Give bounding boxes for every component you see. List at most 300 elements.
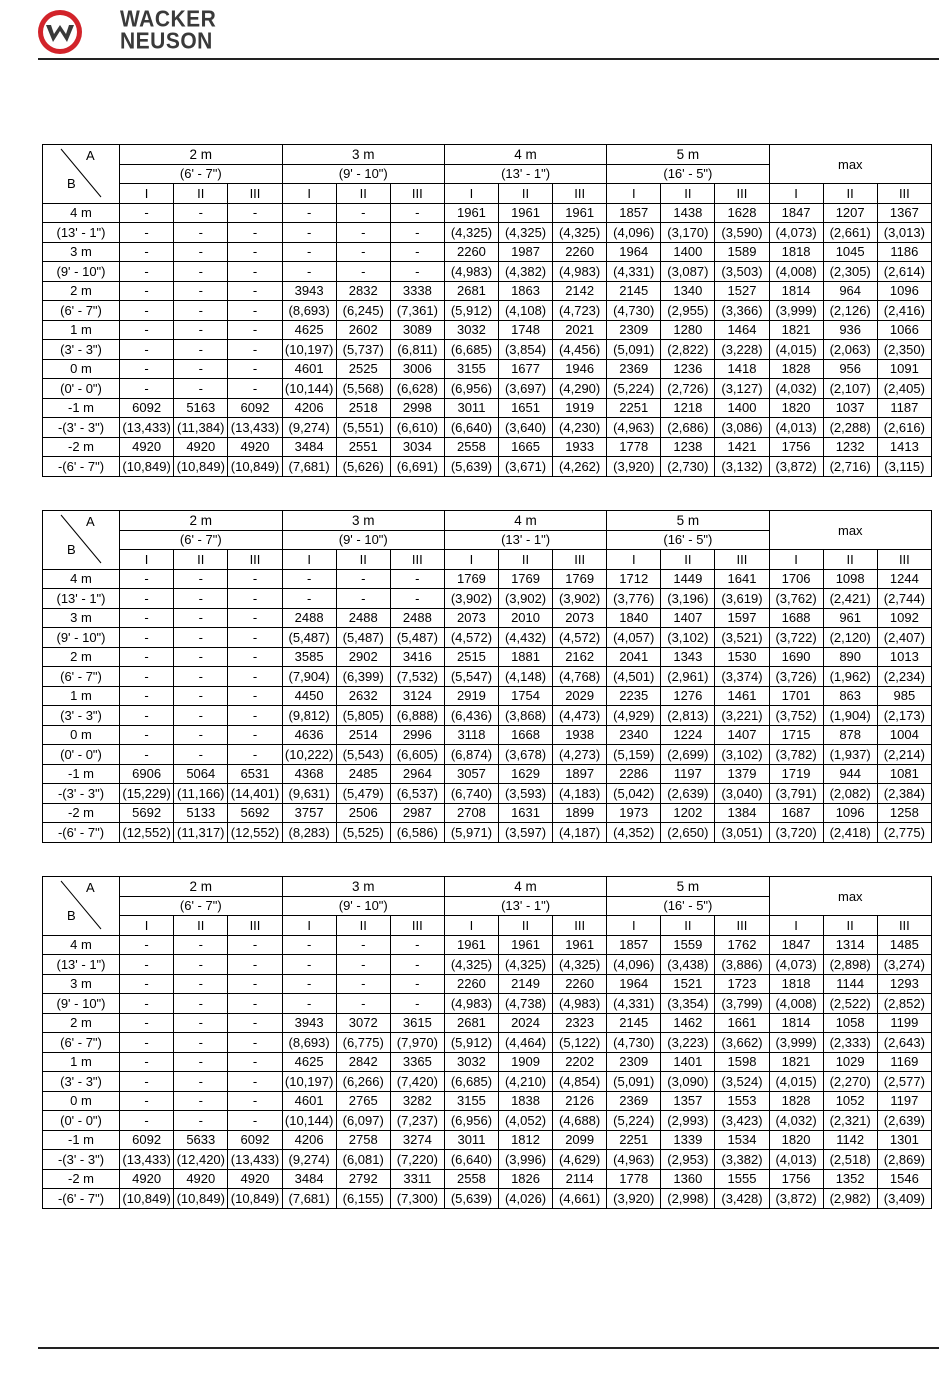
table-cell: (7,220) — [390, 1150, 444, 1170]
table-cell: (6,956) — [444, 379, 498, 399]
table-cell: 1719 — [769, 764, 823, 784]
table-cell: (3,115) — [877, 457, 931, 477]
table-cell: (3,886) — [715, 955, 769, 975]
row-label: (6' - 7") — [43, 667, 120, 687]
table-cell: - — [174, 608, 228, 628]
column-group-imperial: (16' - 5") — [607, 530, 769, 550]
table-cell: 890 — [823, 647, 877, 667]
table-cell: 5633 — [174, 1130, 228, 1150]
table-cell: 1964 — [607, 242, 661, 262]
table-cell: (6,155) — [336, 1189, 390, 1209]
footer-divider — [38, 1347, 939, 1349]
column-group-metric: 4 m — [444, 511, 606, 531]
table-cell: (2,082) — [823, 784, 877, 804]
row-label: 1 m — [43, 686, 120, 706]
row-label: -(6' - 7") — [43, 823, 120, 843]
table-row — [43, 1150, 932, 1170]
table-cell: (15,229) — [120, 784, 174, 804]
table-cell: (10,849) — [228, 1189, 282, 1209]
table-cell: 1818 — [769, 974, 823, 994]
table-cell: 1367 — [877, 203, 931, 223]
table-cell: 2145 — [607, 1013, 661, 1033]
diagonal-divider — [43, 511, 120, 568]
row-label: (9' - 10") — [43, 628, 120, 648]
table-cell: (3,868) — [499, 706, 553, 726]
table-cell: (9,631) — [282, 784, 336, 804]
table-cell: 3943 — [282, 281, 336, 301]
column-group-imperial: (13' - 1") — [444, 530, 606, 550]
table-cell: (5,525) — [336, 823, 390, 843]
table-cell: (3,127) — [715, 379, 769, 399]
table-cell: (3,791) — [769, 784, 823, 804]
table-cell: - — [282, 203, 336, 223]
table-cell: 4206 — [282, 1130, 336, 1150]
table-cell: 2987 — [390, 803, 444, 823]
table-cell: - — [120, 1033, 174, 1053]
table-cell: - — [390, 262, 444, 282]
table-cell: 4920 — [120, 437, 174, 457]
sub-column-header: II — [174, 550, 228, 570]
table-cell: (2,120) — [823, 628, 877, 648]
table-cell: 1407 — [715, 725, 769, 745]
table-cell: (7,300) — [390, 1189, 444, 1209]
table-cell: 1293 — [877, 974, 931, 994]
table-cell: 1142 — [823, 1130, 877, 1150]
table-cell: 5692 — [120, 803, 174, 823]
header-row-distance — [43, 511, 932, 531]
table-cell: (13,433) — [228, 418, 282, 438]
table-cell: 1232 — [823, 437, 877, 457]
table-cell: 2251 — [607, 398, 661, 418]
table-row — [43, 667, 932, 687]
table-cell: (3,438) — [661, 955, 715, 975]
table-cell: 2485 — [336, 764, 390, 784]
sub-column-header: II — [174, 916, 228, 936]
page-header — [0, 0, 950, 60]
column-group-metric: 3 m — [282, 877, 444, 897]
table-cell: (5,091) — [607, 1072, 661, 1092]
table-cell: - — [120, 1091, 174, 1111]
table-cell: 1029 — [823, 1052, 877, 1072]
sub-column-header: III — [390, 184, 444, 204]
table-cell: 6531 — [228, 764, 282, 784]
table-cell: (7,361) — [390, 301, 444, 321]
table-cell: (5,224) — [607, 1111, 661, 1131]
table-cell: 1778 — [607, 1169, 661, 1189]
column-group-imperial: (9' - 10") — [282, 164, 444, 184]
table-cell: (4,473) — [553, 706, 607, 726]
table-cell: 1091 — [877, 359, 931, 379]
table-cell: (4,572) — [553, 628, 607, 648]
table-cell: 1629 — [499, 764, 553, 784]
table-cell: (4,963) — [607, 418, 661, 438]
sub-column-header: I — [282, 184, 336, 204]
table-cell: (6,097) — [336, 1111, 390, 1131]
table-cell: 1187 — [877, 398, 931, 418]
row-label: (6' - 7") — [43, 301, 120, 321]
row-label: -2 m — [43, 803, 120, 823]
table-cell: - — [336, 262, 390, 282]
table-cell: - — [282, 223, 336, 243]
table-cell: - — [120, 974, 174, 994]
row-label: 0 m — [43, 1091, 120, 1111]
table-cell: (4,854) — [553, 1072, 607, 1092]
table-cell: 3585 — [282, 647, 336, 667]
table-cell: (10,144) — [282, 1111, 336, 1131]
table-cell: 1464 — [715, 320, 769, 340]
header-divider — [38, 58, 939, 60]
column-group-metric: 2 m — [120, 145, 283, 165]
table-cell: - — [120, 706, 174, 726]
table-cell: (6,685) — [444, 1072, 498, 1092]
table-cell: (4,331) — [607, 994, 661, 1014]
table-cell: 6906 — [120, 764, 174, 784]
table-cell: (6,888) — [390, 706, 444, 726]
table-cell: 944 — [823, 764, 877, 784]
table-cell: - — [228, 589, 282, 609]
table-cell: (4,013) — [769, 1150, 823, 1170]
table-cell: 2518 — [336, 398, 390, 418]
table-cell: (3,678) — [499, 745, 553, 765]
table-cell: 2681 — [444, 1013, 498, 1033]
table-cell: - — [120, 725, 174, 745]
table-cell: (3,854) — [499, 340, 553, 360]
table-cell: (6,586) — [390, 823, 444, 843]
table-cell: - — [174, 359, 228, 379]
table-cell: 1546 — [877, 1169, 931, 1189]
table-cell: - — [120, 223, 174, 243]
table-cell: 1756 — [769, 1169, 823, 1189]
table-cell: (3,671) — [499, 457, 553, 477]
table-cell: 1207 — [823, 203, 877, 223]
table-cell: (5,568) — [336, 379, 390, 399]
table-cell: 1276 — [661, 686, 715, 706]
table-cell: (2,577) — [877, 1072, 931, 1092]
table-cell: (4,983) — [553, 994, 607, 1014]
table-cell: - — [120, 935, 174, 955]
table-cell: 4450 — [282, 686, 336, 706]
column-group-imperial: (6' - 7") — [120, 164, 283, 184]
table-cell: - — [174, 725, 228, 745]
table-cell: - — [120, 569, 174, 589]
table-cell: (3,593) — [499, 784, 553, 804]
table-cell: - — [336, 569, 390, 589]
table-cell: 1748 — [499, 320, 553, 340]
sub-column-header: I — [120, 184, 174, 204]
table-cell: (1,904) — [823, 706, 877, 726]
table-row — [43, 589, 932, 609]
table-cell: 1701 — [769, 686, 823, 706]
table-cell: 3072 — [336, 1013, 390, 1033]
column-group-max: max — [769, 511, 931, 550]
table-cell: (13,433) — [228, 1150, 282, 1170]
table-cell: 1236 — [661, 359, 715, 379]
table-cell: 2792 — [336, 1169, 390, 1189]
table-cell: (2,643) — [877, 1033, 931, 1053]
table-cell: (5,551) — [336, 418, 390, 438]
row-label: (0' - 0") — [43, 1111, 120, 1131]
table-cell: (6,740) — [444, 784, 498, 804]
table-cell: (4,382) — [499, 262, 553, 282]
table-row — [43, 203, 932, 223]
table-cell: 2558 — [444, 1169, 498, 1189]
table-cell: (8,693) — [282, 1033, 336, 1053]
table-cell: 985 — [877, 686, 931, 706]
table-cell: 2515 — [444, 647, 498, 667]
table-cell: (10,197) — [282, 1072, 336, 1092]
table-cell: (6,811) — [390, 340, 444, 360]
table-cell: 4625 — [282, 1052, 336, 1072]
table-cell: - — [120, 262, 174, 282]
table-cell: (5,479) — [336, 784, 390, 804]
table-cell: 3943 — [282, 1013, 336, 1033]
row-label: 3 m — [43, 608, 120, 628]
table-cell: (6,640) — [444, 418, 498, 438]
table-cell: 1352 — [823, 1169, 877, 1189]
table-cell: - — [174, 955, 228, 975]
table-cell: 2309 — [607, 1052, 661, 1072]
table-cell: 1360 — [661, 1169, 715, 1189]
table-cell: 3118 — [444, 725, 498, 745]
table-cell: 1778 — [607, 437, 661, 457]
table-cell: (3,920) — [607, 457, 661, 477]
table-cell: 1677 — [499, 359, 553, 379]
table-cell: (4,096) — [607, 223, 661, 243]
table-cell: (3,503) — [715, 262, 769, 282]
table-cell: (3,040) — [715, 784, 769, 804]
table-cell: 1343 — [661, 647, 715, 667]
sub-column-header: I — [769, 184, 823, 204]
table-cell: (3,640) — [499, 418, 553, 438]
row-label: (9' - 10") — [43, 262, 120, 282]
table-cell: 1769 — [553, 569, 607, 589]
table-row — [43, 1072, 932, 1092]
table-cell: - — [174, 1072, 228, 1092]
table-cell: 1687 — [769, 803, 823, 823]
table-cell: 1946 — [553, 359, 607, 379]
table-cell: 1628 — [715, 203, 769, 223]
table-cell: 2919 — [444, 686, 498, 706]
table-cell: 1052 — [823, 1091, 877, 1111]
corner-label-b: B — [67, 176, 76, 191]
table-row — [43, 1189, 932, 1209]
table-cell: 4206 — [282, 398, 336, 418]
row-label: (9' - 10") — [43, 994, 120, 1014]
table-cell: (4,352) — [607, 823, 661, 843]
table-cell: (3,086) — [715, 418, 769, 438]
sub-column-header: I — [444, 550, 498, 570]
row-label: (6' - 7") — [43, 1033, 120, 1053]
table-cell: (2,350) — [877, 340, 931, 360]
table-cell: - — [174, 647, 228, 667]
table-cell: (3,013) — [877, 223, 931, 243]
row-label: -2 m — [43, 437, 120, 457]
corner-label-a: A — [86, 514, 95, 529]
table-cell: (4,983) — [553, 262, 607, 282]
table-cell: (3,228) — [715, 340, 769, 360]
table-cell: (2,775) — [877, 823, 931, 843]
table-cell: 1096 — [877, 281, 931, 301]
table-cell: - — [228, 223, 282, 243]
table-cell: - — [174, 706, 228, 726]
corner-label-a: A — [86, 880, 95, 895]
table-cell: (2,982) — [823, 1189, 877, 1209]
table-cell: - — [336, 203, 390, 223]
table-cell: (6,775) — [336, 1033, 390, 1053]
table-row — [43, 457, 932, 477]
table-cell: - — [228, 301, 282, 321]
table-cell: (10,849) — [174, 1189, 228, 1209]
table-cell: (3,524) — [715, 1072, 769, 1092]
table-cell: (2,716) — [823, 457, 877, 477]
table-cell: - — [228, 686, 282, 706]
table-cell: 1641 — [715, 569, 769, 589]
table-cell: - — [120, 281, 174, 301]
header-row-subcolumns — [43, 184, 932, 204]
table-cell: 6092 — [228, 398, 282, 418]
table-cell: (2,993) — [661, 1111, 715, 1131]
table-cell: (2,813) — [661, 706, 715, 726]
table-cell: (4,331) — [607, 262, 661, 282]
table-cell: 1258 — [877, 803, 931, 823]
table-cell: 3124 — [390, 686, 444, 706]
table-cell: 1857 — [607, 203, 661, 223]
table-cell: (2,699) — [661, 745, 715, 765]
table-cell: - — [228, 1033, 282, 1053]
column-group-imperial: (6' - 7") — [120, 530, 283, 550]
table-cell: (5,547) — [444, 667, 498, 687]
table-cell: (9,812) — [282, 706, 336, 726]
table-cell: 1301 — [877, 1130, 931, 1150]
table-cell: (10,144) — [282, 379, 336, 399]
table-cell: 6092 — [228, 1130, 282, 1150]
table-cell: 1961 — [444, 203, 498, 223]
table-cell: (4,013) — [769, 418, 823, 438]
table-cell: (2,744) — [877, 589, 931, 609]
column-group-metric: 4 m — [444, 145, 606, 165]
table-row — [43, 398, 932, 418]
table-cell: (4,768) — [553, 667, 607, 687]
table-cell: - — [282, 569, 336, 589]
table-cell: 1706 — [769, 569, 823, 589]
table-cell: 5692 — [228, 803, 282, 823]
table-cell: (3,170) — [661, 223, 715, 243]
row-label: 1 m — [43, 320, 120, 340]
table-cell: (3,597) — [499, 823, 553, 843]
table-cell: 2260 — [444, 974, 498, 994]
table-cell: - — [228, 608, 282, 628]
sub-column-header: III — [390, 916, 444, 936]
table-cell: (2,384) — [877, 784, 931, 804]
table-cell: (2,234) — [877, 667, 931, 687]
table-cell: 4601 — [282, 359, 336, 379]
table-cell: (7,420) — [390, 1072, 444, 1092]
table-cell: - — [390, 589, 444, 609]
table-cell: (2,416) — [877, 301, 931, 321]
table-cell: 3282 — [390, 1091, 444, 1111]
table-cell: - — [174, 262, 228, 282]
table-cell: 3057 — [444, 764, 498, 784]
table-cell: - — [174, 745, 228, 765]
table-cell: 2708 — [444, 803, 498, 823]
table-cell: - — [390, 203, 444, 223]
sub-column-header: III — [228, 184, 282, 204]
column-group-metric: 4 m — [444, 877, 606, 897]
table-cell: - — [228, 994, 282, 1014]
table-cell: (5,639) — [444, 1189, 498, 1209]
table-cell: 2765 — [336, 1091, 390, 1111]
table-cell: (4,738) — [499, 994, 553, 1014]
table-cell: (3,366) — [715, 301, 769, 321]
sub-column-header: III — [553, 184, 607, 204]
table-cell: (3,221) — [715, 706, 769, 726]
table-cell: (4,015) — [769, 340, 823, 360]
table-cell: (1,962) — [823, 667, 877, 687]
table-cell: (4,464) — [499, 1033, 553, 1053]
table-row — [43, 647, 932, 667]
table-cell: (5,042) — [607, 784, 661, 804]
table-cell: (6,266) — [336, 1072, 390, 1092]
table-cell: 3757 — [282, 803, 336, 823]
sub-column-header: I — [120, 916, 174, 936]
table-cell: (5,912) — [444, 301, 498, 321]
table-cell: 1821 — [769, 320, 823, 340]
table-cell: - — [174, 667, 228, 687]
table-cell: - — [174, 974, 228, 994]
table-cell: - — [120, 242, 174, 262]
table-cell: 2558 — [444, 437, 498, 457]
table-cell: 1964 — [607, 974, 661, 994]
column-group-max: max — [769, 877, 931, 916]
table-cell: (3,102) — [715, 745, 769, 765]
row-label: -1 m — [43, 764, 120, 784]
table-cell: 4920 — [174, 437, 228, 457]
table-cell: (3,776) — [607, 589, 661, 609]
table-row — [43, 994, 932, 1014]
table-cell: (3,902) — [444, 589, 498, 609]
table-cell: 3011 — [444, 398, 498, 418]
sub-column-header: III — [553, 916, 607, 936]
table-cell: (2,898) — [823, 955, 877, 975]
table-cell: (4,325) — [444, 955, 498, 975]
sub-column-header: II — [174, 184, 228, 204]
column-group-imperial: (13' - 1") — [444, 896, 606, 916]
table-cell: (3,720) — [769, 823, 823, 843]
table-cell: - — [120, 955, 174, 975]
table-cell: 3089 — [390, 320, 444, 340]
table-row — [43, 686, 932, 706]
table-cell: 1045 — [823, 242, 877, 262]
table-cell: 2506 — [336, 803, 390, 823]
table-row — [43, 608, 932, 628]
table-cell: - — [120, 301, 174, 321]
table-cell: 1521 — [661, 974, 715, 994]
table-cell: 2602 — [336, 320, 390, 340]
table-cell: 1244 — [877, 569, 931, 589]
table-row — [43, 437, 932, 457]
table-cell: (2,852) — [877, 994, 931, 1014]
wacker-neuson-logo-icon — [36, 8, 84, 56]
table-cell: (4,008) — [769, 262, 823, 282]
table-cell: 2488 — [336, 608, 390, 628]
table-cell: (3,662) — [715, 1033, 769, 1053]
table-cell: 4920 — [120, 1169, 174, 1189]
table-cell: 961 — [823, 608, 877, 628]
row-label: (13' - 1") — [43, 223, 120, 243]
column-group-metric: 3 m — [282, 145, 444, 165]
table-row — [43, 935, 932, 955]
table-cell: - — [390, 935, 444, 955]
